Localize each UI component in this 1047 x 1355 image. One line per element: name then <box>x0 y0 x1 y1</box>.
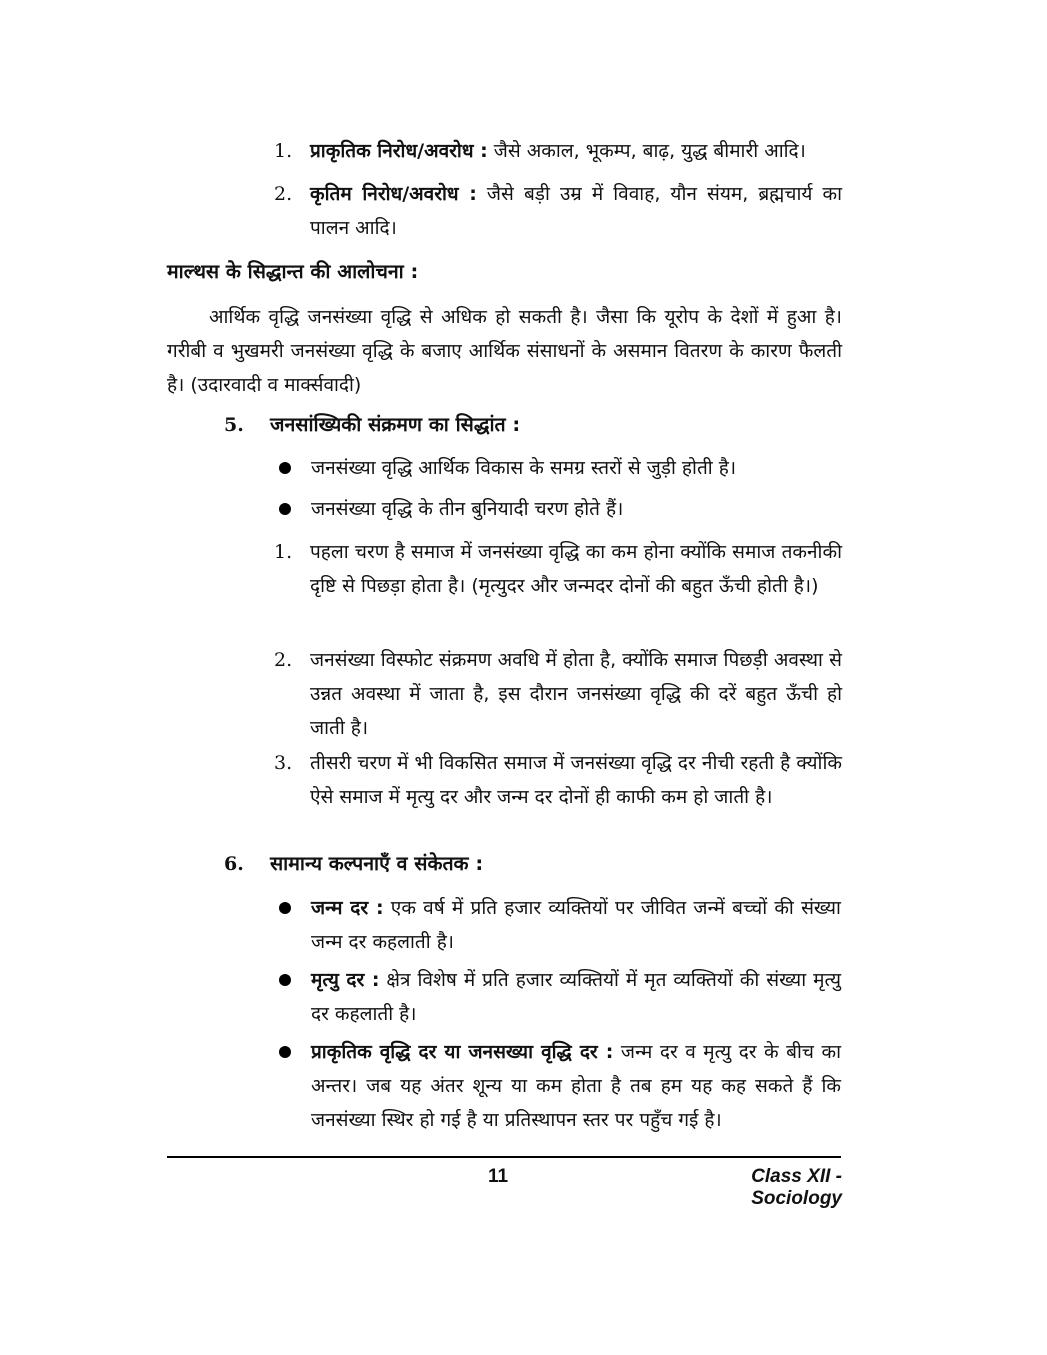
bullet-text: जनसंख्या वृद्धि के तीन बुनियादी चरण होते हैं। <box>311 498 624 520</box>
list-item <box>274 535 844 603</box>
section-6-heading <box>224 847 483 882</box>
list-number: 1. <box>274 541 293 563</box>
item-text: पहला चरण है समाज में जनसंख्या वृद्धि का कम होना क्योंकि समाज तकनीकी दृष्टि से पिछड़ा होता है। (मृत्युदर और जन्मदर दोनों की बहुत ऊँची होती है।) <box>310 541 842 597</box>
bullet-item <box>279 891 844 959</box>
section-number: 5. <box>224 414 244 436</box>
term-definition: जन्म दर व मृत्यु दर के बीच का अन्तर। जब यह अंतर शून्य या कम होता है तब हम यह कह सकते हैं कि जनसंख्या स्थिर हो गई है या प्रतिस्थापन स्तर पर पहुँच गई है। <box>311 1041 842 1131</box>
list-item <box>274 746 844 814</box>
bullet-item <box>279 492 844 526</box>
list-item <box>274 177 844 245</box>
bullet-icon <box>279 462 291 474</box>
list-number: 2. <box>274 183 293 205</box>
bullet-icon <box>279 1046 291 1058</box>
bullet-icon <box>279 503 291 515</box>
term-definition: एक वर्ष में प्रति हजार व्यक्तियों पर जीवित जन्में बच्चों की संख्या जन्म दर कहलाती है। <box>311 897 841 953</box>
term-definition: क्षेत्र विशेष में प्रति हजार व्यक्तियों में मृत व्यक्तियों की संख्या मृत्यु दर कहलाती है। <box>311 969 841 1025</box>
bullet-text: जनसंख्या वृद्धि आर्थिक विकास के समग्र स्तरों से जुड़ी होती है। <box>311 457 737 479</box>
item-label: कृतिम निरोध/अवरोध : <box>310 183 477 205</box>
list-number: 1. <box>274 140 293 162</box>
bullet-item <box>279 963 844 1031</box>
list-item <box>274 643 844 745</box>
section-heading: माल्थस के सिद्धान्त की आलोचना : <box>167 260 419 283</box>
term-label: प्राकृतिक वृद्धि दर या जनसख्या वृद्धि दर : <box>311 1041 614 1063</box>
item-text: जैसे अकाल, भूकम्प, बाढ़, युद्ध बीमारी आदि। <box>487 140 806 162</box>
list-number: 2. <box>274 649 293 671</box>
list-number: 3. <box>274 752 293 774</box>
term-label: जन्म दर : <box>311 897 384 919</box>
item-text: जनसंख्या विस्फोट संक्रमण अवधि में होता है, क्योंकि समाज पिछड़ी अवस्था से उन्नत अवस्था में जाता है, इस दौरान जनसंख्या वृद्धि की दरें बहुत ऊँची हो जाती है। <box>310 649 842 739</box>
critique-paragraph: आर्थिक वृद्धि जनसंख्या वृद्धि से अधिक हो सकती है। जैसा कि यूरोप के देशों में हुआ है। गरीबी व भुखमरी जनसंख्या वृद्धि के बजाए आर्थिक संसाधनों के असमान वितरण के कारण फैलती है। (उदारवादी व मार्क्सवादी) <box>167 306 842 396</box>
list-item <box>274 134 844 169</box>
section-number: 6. <box>224 853 244 875</box>
bullet-icon <box>279 902 291 914</box>
section-title: जनसांख्यिकी संक्रमण का सिद्धांत : <box>270 413 521 436</box>
page-number: 11 <box>488 1166 509 1187</box>
section-5-heading <box>224 408 520 443</box>
item-text: तीसरी चरण में भी विकसित समाज में जनसंख्या वृद्धि दर नीची रहती है क्योंकि ऐसे समाज में मृत्यु दर और जन्म दर दोनों ही काफी कम हो जाती है। <box>310 752 842 808</box>
book-title: Class XII - Sociology <box>751 1166 842 1209</box>
footer-divider <box>167 1156 841 1158</box>
item-label: प्राकृतिक निरोध/अवरोध : <box>310 140 488 162</box>
term-label: मृत्यु दर : <box>311 969 380 991</box>
bullet-item <box>279 451 844 485</box>
item-text: जैसे बड़ी उम्र में विवाह, यौन संयम, ब्रह्मचार्य का पालन आदि। <box>310 183 842 239</box>
section-title: सामान्य कल्पनाएँ व संकेतक : <box>270 852 484 875</box>
bullet-item <box>279 1035 844 1137</box>
bullet-icon <box>279 974 291 986</box>
